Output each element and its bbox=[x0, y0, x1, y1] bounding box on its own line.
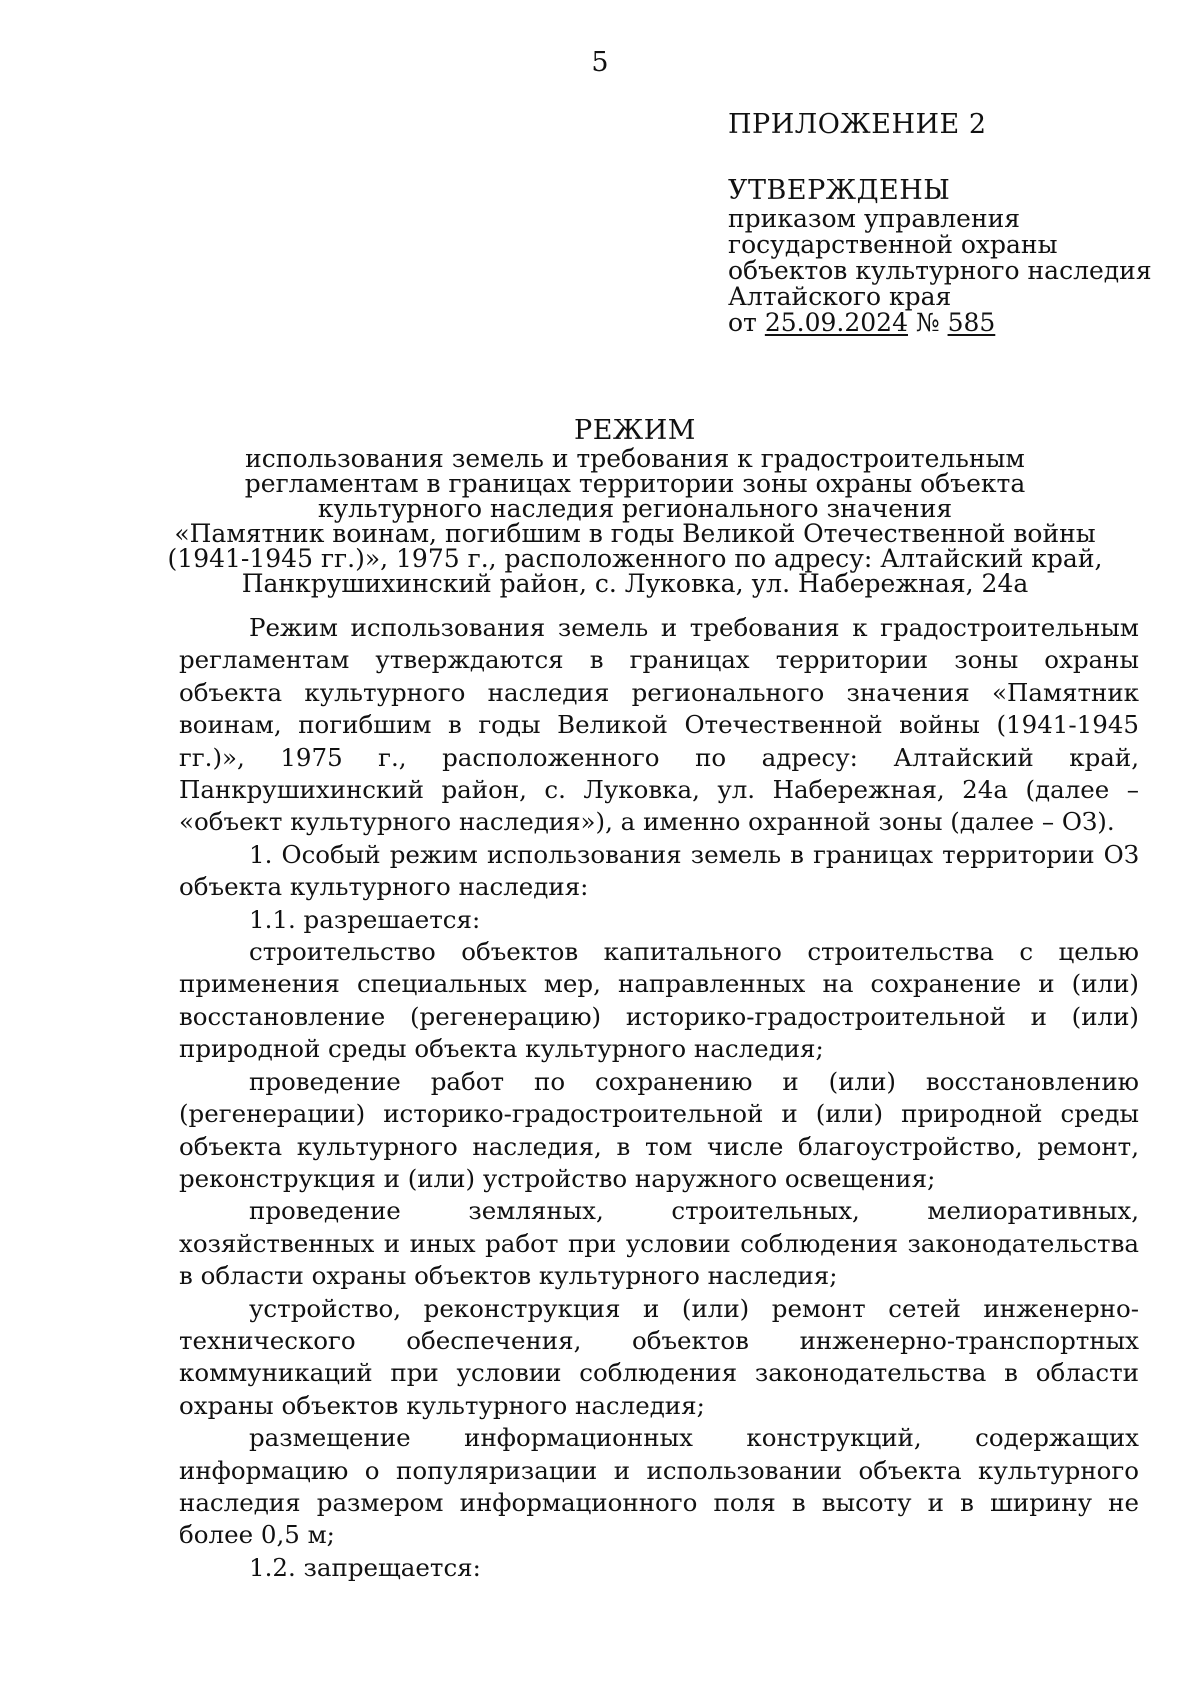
date-prefix: от bbox=[728, 308, 757, 337]
document-body bbox=[179, 612, 1139, 1584]
approval-line: приказом управления bbox=[728, 204, 1021, 233]
approval-line: государственной охраны bbox=[728, 230, 1058, 259]
approval-line: Алтайского края bbox=[728, 282, 952, 311]
title-line: культурного наследия регионального значения bbox=[317, 494, 953, 523]
document-title: РЕЖИМ bbox=[574, 415, 696, 446]
approval-line: объектов культурного наследия bbox=[728, 256, 1152, 285]
page-number: 5 bbox=[591, 47, 609, 78]
order-number: 585 bbox=[947, 308, 996, 337]
list-item: устройство, реконструкция и (или) ремонт сетей инженерно-технического обеспечения, объектов инженерно-транспортных коммуникаций при условии соблюдения законодательства в области охраны объектов культурного наследия; bbox=[179, 1293, 1139, 1420]
appendix-label: ПРИЛОЖЕНИЕ 2 bbox=[728, 109, 987, 140]
title-line: «Памятник воинам, погибшим в годы Великой Отечественной войны bbox=[174, 519, 1096, 548]
order-date: 25.09.2024 bbox=[764, 308, 908, 337]
number-sign: № bbox=[915, 308, 940, 337]
order-date-line bbox=[728, 310, 1188, 336]
section-heading: 1. Особый режим использования земель в границах территории ОЗ объекта культурного наследия: bbox=[179, 839, 1139, 902]
list-item: проведение работ по сохранению и (или) восстановлению (регенерации) историко-градостроительной и (или) природной среды объекта культурного наследия, в том числе благоустройство, ремонт, реконструкция и (или) устройство наружного освещения; bbox=[179, 1066, 1139, 1193]
list-item: проведение земляных, строительных, мелиоративных, хозяйственных и иных работ при условии соблюдения законодательства в области охраны объектов культурного наследия; bbox=[179, 1196, 1139, 1291]
list-item: размещение информационных конструкций, содержащих информацию о популяризации и использовании объекта культурного наследия размером информационного поля в высоту и в ширину не более 0,5 м; bbox=[179, 1423, 1139, 1550]
subsection-heading: 1.2. запрещается: bbox=[249, 1552, 481, 1582]
title-line: (1941-1945 гг.)», 1975 г., расположенного по адресу: Алтайский край, bbox=[167, 544, 1103, 573]
document-title-block bbox=[160, 416, 1110, 596]
intro-paragraph: Режим использования земель и требования к градостроительным регламентам утверждаются в границах территории зоны охраны объекта культурного наследия регионального значения «Памятник воинам, погибшим в годы Великой Отечественной войны (1941-1945 гг.)», 1975 г., расположенного по адресу: Алтайский край, Панкрушихинский район, с. Луковка, ул. Набережная, 24а (далее – «объект культурного наследия»), а именно охранной зоны (далее – ОЗ). bbox=[179, 613, 1139, 837]
approval-block bbox=[728, 110, 1188, 336]
list-item: строительство объектов капитального строительства с целью применения специальных мер, направленных на сохранение и (или) восстановление (регенерацию) историко-градостроительной и (или) природной среды объекта культурного наследия; bbox=[179, 937, 1139, 1064]
subsection-heading: 1.1. разрешается: bbox=[249, 904, 481, 934]
title-line: Панкрушихинский район, с. Луковка, ул. Набережная, 24а bbox=[241, 569, 1029, 598]
approved-label: УТВЕРЖДЕНЫ bbox=[728, 175, 951, 206]
title-line: регламентам в границах территории зоны охраны объекта bbox=[244, 469, 1026, 498]
title-line: использования земель и требования к градостроительным bbox=[245, 444, 1025, 473]
